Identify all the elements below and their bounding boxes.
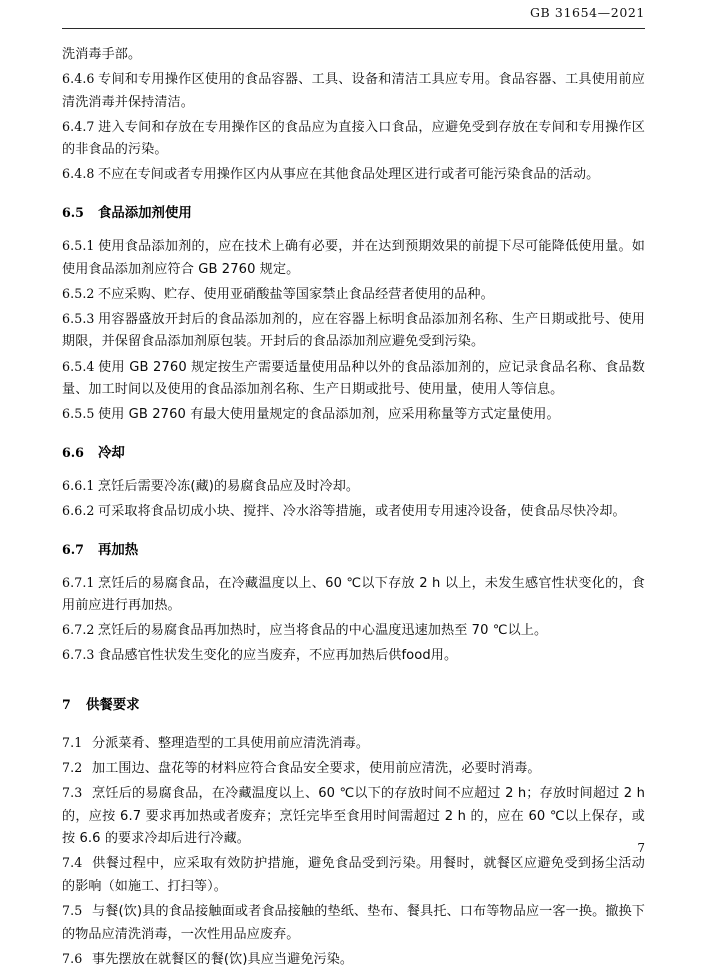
clause-text: 可采取将食品切成小块、搅拌、冷水浴等措施，或者使用专用速冷设备，使食品尽快冷却。 [98, 503, 626, 519]
clause-number: 7.5 [62, 903, 83, 919]
clause-text: 用容器盛放开封后的食品添加剂的，应在容器上标明食品添加剂名称、生产日期或批号、使用期限，并保留食品添加剂原包装。开封后的食品添加剂应避免受到污染。 [62, 311, 645, 350]
clause-number: 6.7.2 [62, 622, 95, 638]
clause-text: 烹饪后需要冷冻(藏)的易腐食品应及时冷却。 [98, 478, 360, 494]
clause-text: 食品感官性状发生变化的应当废弃，不应再加热后供food用。 [98, 648, 458, 664]
clause-number: 7.3 [62, 785, 83, 801]
clause-item [62, 900, 645, 946]
clause-heading-number: 6.7 [62, 541, 84, 557]
clause-text: 供餐过程中，应采取有效防护措施，避免食品受到污染。用餐时，就餐区应避免受到扬尘活动的影响（如施工、打扫等）。 [62, 856, 645, 894]
section-heading-number: 7 [62, 696, 71, 712]
clause-number: 6.4.6 [62, 71, 95, 87]
clause-item [62, 356, 645, 402]
clause-text: 使用食品添加剂的，应在技术上确有必要，并在达到预期效果的前提下尽可能降低使用量。如使用食品添加剂应符合 GB 2760 规定。 [62, 239, 645, 277]
clause-number: 6.4.8 [62, 166, 95, 182]
clause-number: 7.1 [62, 734, 83, 750]
clause-heading-6-6 [62, 443, 645, 464]
clause-text: 不应在专间或者专用操作区内从事应在其他食品处理区进行或者可能污染食品的活动。 [98, 167, 600, 183]
section-heading-7 [62, 695, 645, 716]
clause-text: 进入专间和存放在专用操作区的食品应为直接入口食品，应避免受到存放在专间和专用操作区的非食品的污染。 [62, 119, 645, 158]
clause-item [62, 948, 645, 971]
clause-text: 分派菜肴、整理造型的工具使用前应清洗消毒。 [92, 735, 370, 751]
clause-heading-6-7 [62, 540, 645, 561]
clause-item [62, 68, 645, 114]
clause-heading-title: 冷却 [98, 445, 125, 461]
clause-item [62, 283, 645, 307]
clause-text: 专间和专用操作区使用的食品容器、工具、设备和清洁工具应专用。食品容器、工具使用前应清洗消毒并保持清洁。 [62, 72, 645, 110]
document-body [62, 32, 645, 971]
clause-text: 加工围边、盘花等的材料应符合食品安全要求，使用前应清洗，必要时消毒。 [92, 760, 541, 776]
clause-number: 6.5.5 [62, 406, 95, 422]
clause-item [62, 403, 645, 427]
clause-item [62, 732, 645, 756]
clause-number: 6.5.1 [62, 238, 95, 254]
clause-item [62, 644, 645, 668]
clause-item [62, 757, 645, 781]
clause-heading-number: 6.5 [62, 205, 84, 221]
clause-text: 事先摆放在就餐区的餐(饮)具应当避免污染。 [92, 951, 354, 967]
clause-number: 6.6.1 [62, 477, 95, 493]
section-heading-title: 供餐要求 [86, 697, 140, 713]
clause-item [62, 235, 645, 281]
clause-item [62, 572, 645, 618]
clause-item [62, 475, 645, 499]
clause-number: 7.6 [62, 950, 83, 966]
page-footer [62, 835, 645, 855]
clause-item [62, 116, 645, 162]
clause-item [62, 619, 645, 643]
clause-item [62, 852, 645, 898]
clause-number: 6.6.2 [62, 502, 95, 518]
clause-item [62, 308, 645, 354]
clause-item [62, 163, 645, 187]
clause-text: 烹饪后的易腐食品，在冷藏温度以上、60 ℃以下存放 2 h 以上，未发生感官性状变化的，食用前应进行再加热。 [62, 575, 645, 614]
clause-number: 6.4.7 [62, 118, 95, 134]
clause-number: 7.2 [62, 759, 83, 775]
clause-text: 烹饪后的易腐食品，在冷藏温度以上、60 ℃以下的存放时间不应超过 2 h；存放时间超过 2 h 的，应按 6.7 要求再加热或者废弃；烹饪完毕至食用时间需超过 2 h 的，应在 60 ℃以上保存，或按 6.6 的要求冷却后进行冷藏。 [62, 786, 645, 847]
clause-number: 7.4 [62, 855, 83, 871]
clause-heading-number: 6.6 [62, 444, 84, 460]
clause-item [62, 500, 645, 524]
clause-number: 6.5.4 [62, 358, 95, 374]
page-header [62, 0, 645, 32]
clause-text: 使用 GB 2760 规定按生产需要适量使用品种以外的食品添加剂的，应记录食品名称、食品数量、加工时间以及使用的食品添加剂名称、生产日期或批号、使用量，使用人等信息。 [62, 359, 645, 398]
clause-number: 6.5.2 [62, 285, 95, 301]
clause-text: 与餐(饮)具的食品接触面或者食品接触的垫纸、垫布、餐具托、口布等物品应一客一换。撤换下的物品应清洗消毒，一次性用品应废弃。 [62, 904, 645, 942]
clause-text: 烹饪后的易腐食品再加热时，应当将食品的中心温度迅速加热至 70 ℃以上。 [98, 623, 548, 639]
clause-text: 使用 GB 2760 有最大使用量规定的食品添加剂，应采用称量等方式定量使用。 [98, 407, 560, 423]
clause-text: 不应采购、贮存、使用亚硝酸盐等国家禁止食品经营者使用的品种。 [98, 286, 494, 302]
clause-number: 6.7.1 [62, 574, 95, 590]
clause-heading-title: 食品添加剂使用 [98, 206, 192, 222]
clause-heading-title: 再加热 [98, 542, 139, 558]
clause-number: 6.5.3 [62, 310, 95, 326]
standard-code: GB 31654—2021 [529, 5, 645, 20]
header-rule [62, 28, 645, 29]
clause-heading-6-5 [62, 203, 645, 224]
page-number: 7 [637, 841, 645, 855]
continued-paragraph: 洗消毒手部。 [62, 47, 142, 62]
clause-number: 6.7.3 [62, 647, 95, 663]
